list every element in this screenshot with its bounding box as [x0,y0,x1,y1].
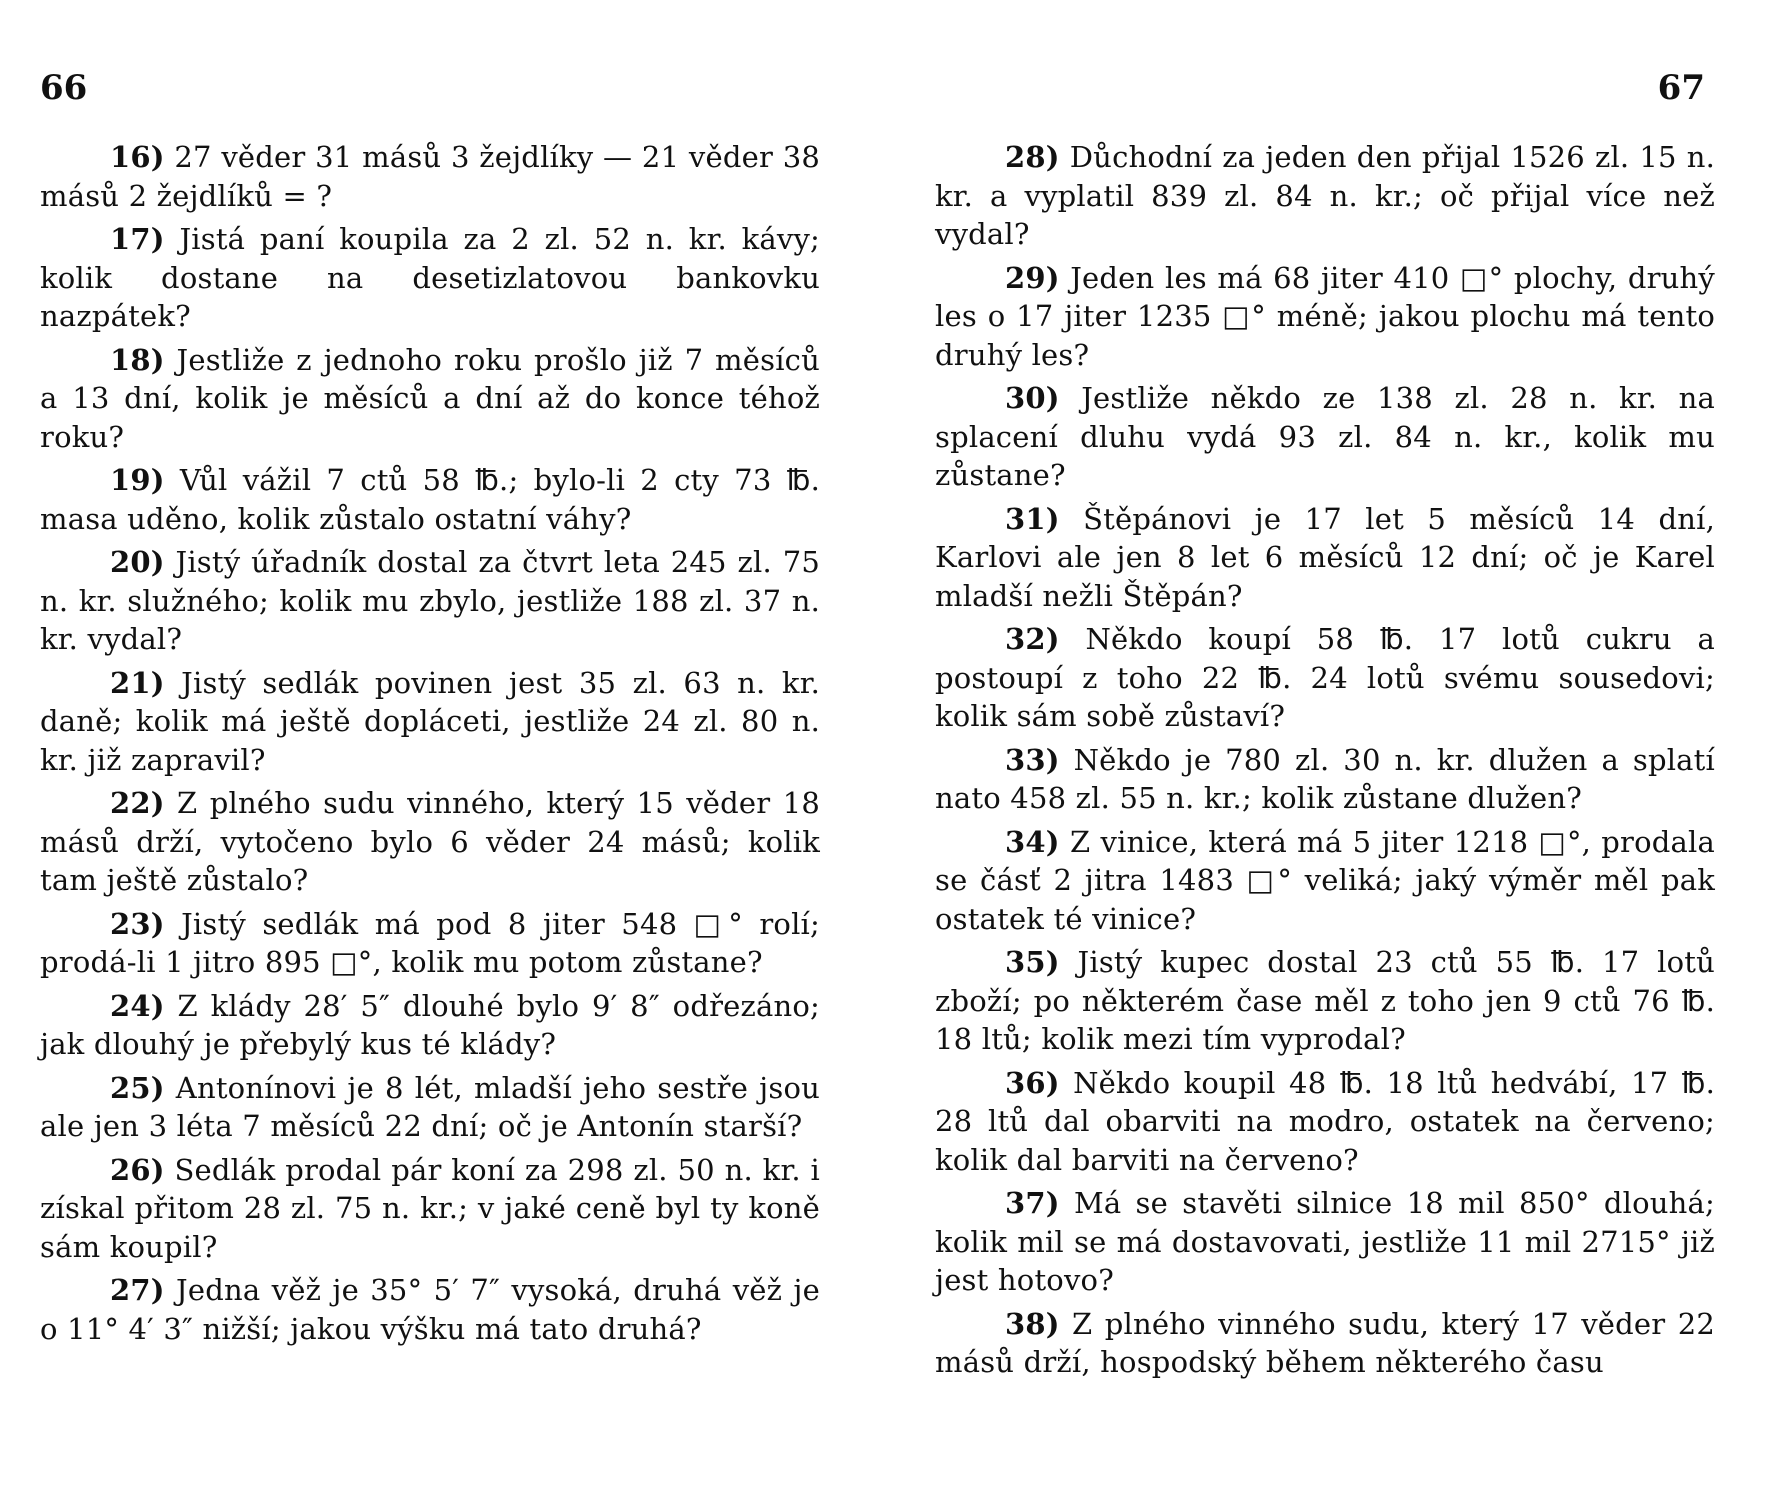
problem-16 [40,138,820,215]
problem-list [935,138,1715,1387]
problem-list [40,138,820,1353]
problem-text: Důchodní za jeden den přijal 1526 zl. 15 n. kr. a vyplatil 839 zl. 84 n. kr.; oč přijal více než vydal? [935,140,1716,251]
problem-text: Jistý sedlák povinen jest 35 zl. 63 n. kr. daně; kolik má ještě dopláceti, jestliže 24 zl. 80 n. kr. již zapravil? [40,665,820,777]
problem-26 [40,1151,820,1267]
problem-37 [935,1184,1715,1300]
problem-text: Někdo koupí 58 ℔. 17 lotů cukru a postoupí z toho 22 ℔. 24 lotů svému sousedovi; kolik sám sobě zůstaví? [935,622,1716,733]
problem-38 [935,1305,1715,1382]
problem-number: 18) [110,342,165,377]
problem-30 [935,379,1715,495]
problem-text: Jestliže někdo ze 138 zl. 28 n. kr. na splacení dluhu vydá 93 zl. 84 n. kr., kolik mu zůstane? [935,381,1715,492]
problem-text: Štěpánovi je 17 let 5 měsíců 14 dní, Karlovi ale jen 8 let 6 měsíců 12 dní; oč je Karel mladší nežli Štěpán? [935,501,1715,613]
problem-31 [935,500,1715,616]
problem-18 [40,341,820,457]
problem-number: 31) [1005,501,1060,536]
problem-28 [935,138,1715,254]
left-page [40,0,820,1500]
problem-text: Má se stavěti silnice 18 mil 850° dlouhá; kolik mil se má dostavovati, jestliže 11 mil 2715° již jest hotovo? [935,1186,1716,1297]
problem-text: Jestliže z jednoho roku prošlo již 7 měsíců a 13 dní, kolik je měsíců a dní až do konce téhož roku? [40,342,820,454]
problem-number: 16) [110,140,165,174]
problem-text: 27 věder 31 másů 3 žejdlíky — 21 věder 38 másů 2 žejdlíků = ? [40,140,821,213]
problem-34 [935,823,1715,939]
problem-text: Jedna věž je 35° 5′ 7″ vysoká, druhá věž je o 11° 4′ 3″ nižší; jakou výšku má tato druhá? [40,1273,820,1346]
problem-text: Jistý sedlák má pod 8 jiter 548 □° rolí; prodá-li 1 jitro 895 □°, kolik mu potom zůstane? [40,906,821,979]
problem-19 [40,461,820,538]
problem-23 [40,905,820,982]
problem-number: 38) [1005,1306,1060,1341]
problem-number: 23) [110,906,165,941]
problem-number: 33) [1005,742,1060,777]
problem-number: 21) [110,665,165,700]
problem-number: 34) [1005,824,1060,859]
problem-text: Jistý kupec dostal 23 ctů 55 ℔. 17 lotů zboží; po některém čase měl z toho jen 9 ctů 76 ℔. 18 ltů; kolik mezi tím vyprodal? [935,945,1715,1056]
page-number: 66 [40,68,88,108]
problem-33 [935,741,1715,818]
page-number: 67 [1657,68,1705,108]
problem-32 [935,620,1715,736]
problem-text: Jeden les má 68 jiter 410 □° plochy, druhý les o 17 jiter 1235 □° méně; jakou plochu má tento druhý les? [935,260,1715,372]
problem-25 [40,1069,820,1146]
problem-22 [40,784,820,900]
problem-text: Někdo je 780 zl. 30 n. kr. dlužen a splatí nato 458 zl. 55 n. kr.; kolik zůstane dlužen? [935,742,1715,815]
problem-number: 22) [110,786,165,820]
problem-text: Z plného sudu vinného, který 15 věder 18 másů drží, vytočeno bylo 6 věder 24 másů; kolik tam ještě zůstalo? [40,786,820,897]
problem-number: 30) [1005,381,1060,415]
problem-number: 28) [1005,140,1060,174]
problem-text: Z klády 28′ 5″ dlouhé bylo 9′ 8″ odřezáno; jak dlouhý je přebylý kus té klády? [40,988,820,1061]
problem-number: 27) [110,1273,165,1307]
problem-text: Sedlák prodal pár koní za 298 zl. 50 n. kr. i získal přitom 28 zl. 75 n. kr.; v jaké ceně byl ty koně sám koupil? [40,1152,820,1264]
problem-number: 20) [110,545,165,579]
problem-number: 36) [1005,1065,1060,1100]
problem-number: 26) [110,1152,165,1187]
problem-number: 24) [110,988,165,1023]
right-page [935,0,1715,1500]
problem-text: Z vinice, která má 5 jiter 1218 □°, prodala se čásť 2 jitra 1483 □° veliká; jaký výměr měl pak ostatek té vinice? [935,824,1715,936]
problem-number: 37) [1005,1186,1060,1220]
problem-17 [40,220,820,336]
problem-number: 29) [1005,260,1060,295]
problem-number: 17) [110,222,165,256]
problem-text: Jistý úřadník dostal za čtvrt leta 245 zl. 75 n. kr. služného; kolik mu zbylo, jestliže 188 zl. 37 n. kr. vydal? [40,545,820,656]
problem-number: 19) [110,463,165,497]
problem-20 [40,543,820,659]
problem-36 [935,1064,1715,1180]
problem-35 [935,943,1715,1059]
problem-24 [40,987,820,1064]
problem-text: Vůl vážil 7 ctů 58 ℔.; bylo-li 2 cty 73 ℔. masa uděno, kolik zůstalo ostatní váhy? [40,463,820,536]
problem-21 [40,664,820,780]
problem-number: 32) [1005,622,1060,656]
problem-text: Jistá paní koupila za 2 zl. 52 n. kr. kávy; kolik dostane na desetizlatovou bankovku nazpátek? [40,222,820,333]
problem-text: Někdo koupil 48 ℔. 18 ltů hedvábí, 17 ℔. 28 ltů dal obarviti na modro, ostatek na červeno; kolik dal barviti na červeno? [935,1065,1715,1177]
problem-text: Z plného vinného sudu, který 17 věder 22 másů drží, hospodský během některého času [935,1306,1715,1379]
problem-text: Antonínovi je 8 lét, mladší jeho sestře jsou ale jen 3 léta 7 měsíců 22 dní; oč je Antonín starší? [40,1070,820,1143]
problem-27 [40,1271,820,1348]
problem-number: 25) [110,1070,165,1105]
problem-29 [935,259,1715,375]
problem-number: 35) [1005,945,1060,979]
